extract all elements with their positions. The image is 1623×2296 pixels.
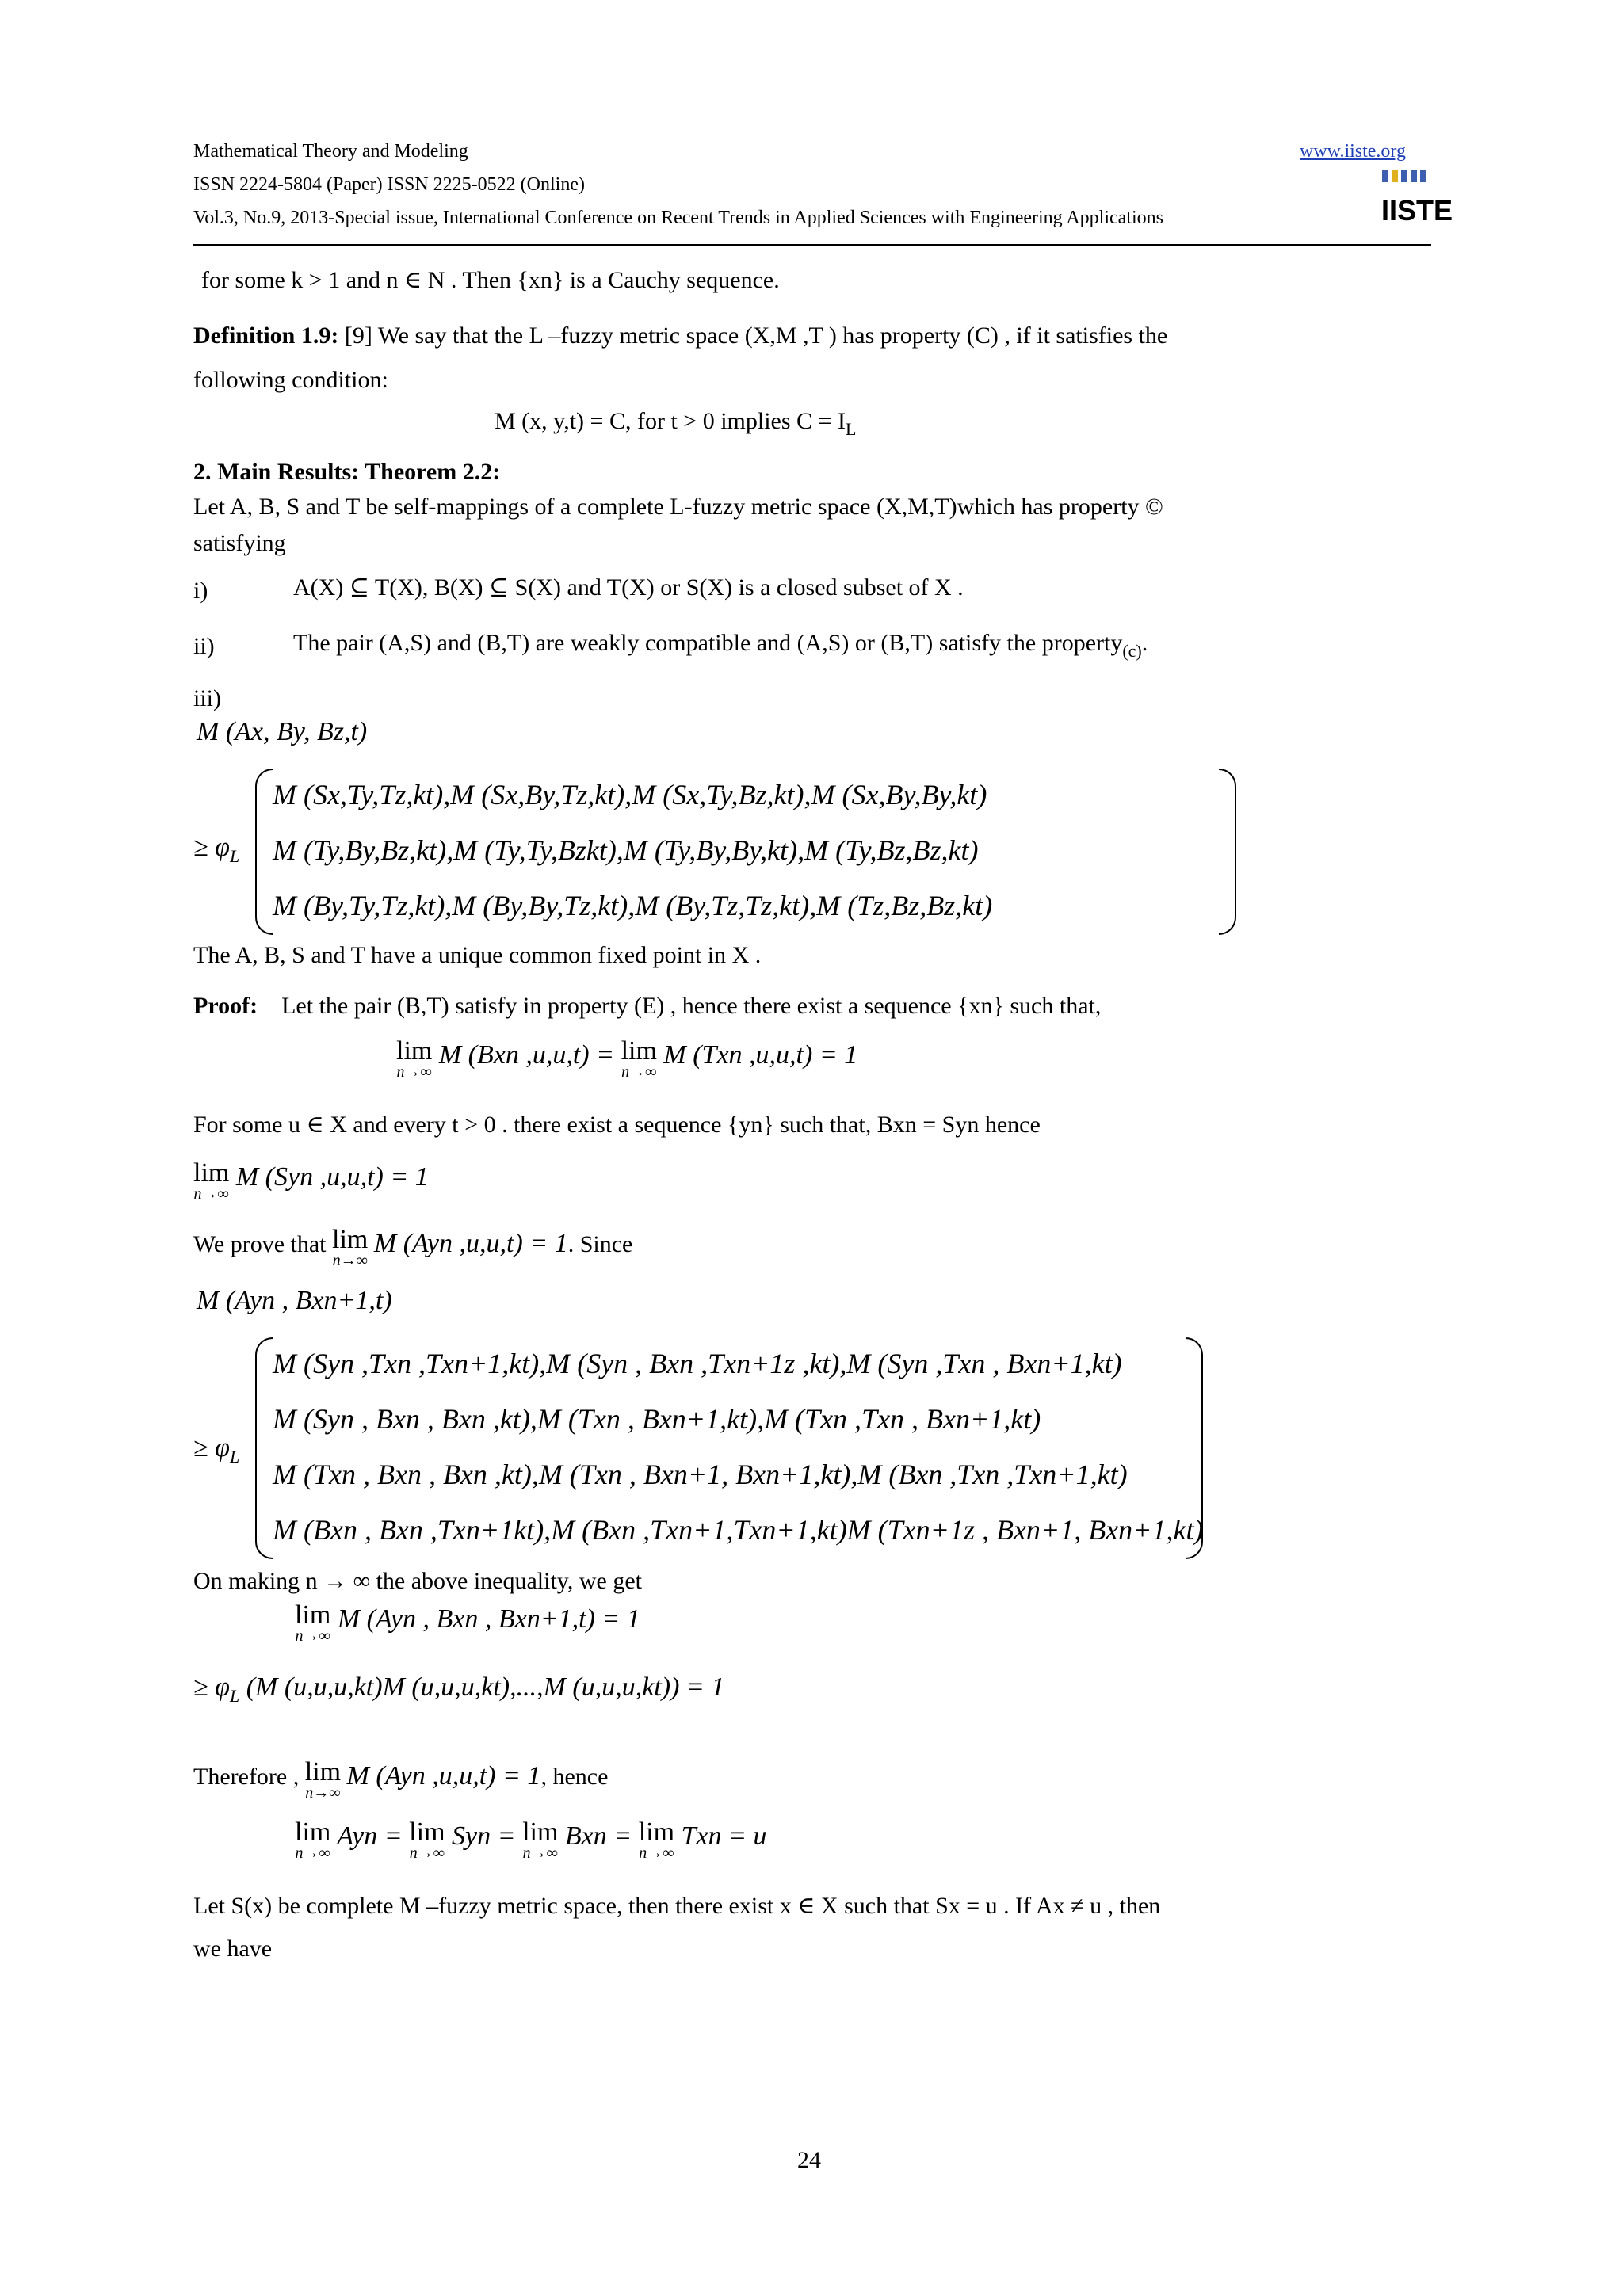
proof-label: Proof: [193, 993, 258, 1019]
website-link[interactable]: www.iiste.org [1300, 141, 1406, 162]
limit-chain: lim n→∞ Ayn = lim n→∞ Syn = lim n→∞ Bxn = lim n→∞ Txn = u [295, 1817, 767, 1862]
matrix-1-row: M (Sx,Ty,Tz,kt),M (Sx,By,Tz,kt),M (Sx,Ty,Bz,kt),M (Sx,By,By,kt) [273, 779, 987, 810]
limit-equation-1: lim n→∞ M (Bxn ,u,u,t) = lim n→∞ M (Txn ,u,u,t) = 1 [396, 1036, 858, 1081]
phi-symbol-2: ≥ $\varphi_L$ [193, 1433, 240, 1466]
matrix-1-left-paren [255, 769, 273, 935]
item-iii-label: iii) [193, 685, 221, 711]
matrix-1-row: M (Ty,By,Bz,kt),M (Ty,Ty,Bzkt),M (Ty,By,By,kt),M (Ty,Bz,Bz,kt) [273, 834, 979, 866]
we-have-line: we have [193, 1936, 273, 1962]
matrix-2-left-paren [255, 1337, 273, 1559]
proof-line [193, 990, 1101, 1022]
matrix-2-row: M (Txn , Bxn , Bxn ,kt),M (Txn , Bxn+1, Bxn+1,kt),M (Bxn ,Txn ,Txn+1,kt) [273, 1459, 1128, 1490]
item-ii: The pair (A,S) and (B,T) are weakly compatible and (A,S) or (B,T) satisfy the property$_{(c)}$. [293, 630, 1148, 661]
cauchy-line: for some k > 1 and n ∈ N . Then {xn} is a Cauchy sequence. [201, 267, 780, 293]
journal-title: Mathematical Theory and Modeling [193, 141, 468, 162]
matrix-2-row: M (Bxn , Bxn ,Txn+1kt),M (Bxn ,Txn+1,Txn+1,kt)M (Txn+1z , Bxn+1, Bxn+1,kt) [273, 1514, 1204, 1546]
on-making-line: On making n → ∞ the above inequality, we get [193, 1568, 642, 1594]
inequality-2-lhs: M (Ayn , Bxn+1,t) [197, 1286, 392, 1315]
item-i: A(X) ⊆ T(X), B(X) ⊆ S(X) and T(X) or S(X) is a closed subset of X . [293, 574, 964, 601]
inequality-1-lhs: M (Ax, By, Bz,t) [197, 717, 368, 746]
definition-formula: M (x, y,t) = C, for t > 0 implies $C = I_L$ [495, 408, 857, 439]
theorem-line-2: satisfying [193, 530, 286, 556]
item-ii-label: ii) [193, 633, 215, 659]
section-heading: 2. Main Results: Theorem 2.2: [193, 459, 501, 485]
matrix-2-row: M (Syn , Bxn , Bxn ,kt),M (Txn , Bxn+1,kt),M (Txn ,Txn , Bxn+1,kt) [273, 1403, 1041, 1435]
theorem-line-1: Let A, B, S and T be self-mappings of a complete L-fuzzy metric space (X,M,T)which has property © [193, 494, 1163, 520]
theorem-conclusion: The A, B, S and T have a unique common fixed point in X . [193, 942, 762, 968]
item-i-label: i) [193, 578, 208, 604]
let-line: Let S(x) be complete M –fuzzy metric space, then there exist x ∈ X such that Sx = u . If Ax ≠ u , then [193, 1893, 1161, 1919]
definition-text: [9] We say that the L –fuzzy metric space (X,M ,T ) has property (C) , if it satisfies the [344, 322, 1168, 349]
header-rule [193, 244, 1431, 246]
matrix-2-row: M (Syn ,Txn ,Txn+1,kt),M (Syn , Bxn ,Txn+1z ,kt),M (Syn ,Txn , Bxn+1,kt) [273, 1348, 1122, 1379]
definition-line [193, 320, 1167, 352]
prove-line: We prove that lim n→∞ M (Ayn ,u,u,t) = 1. Since [193, 1225, 633, 1269]
matrix-1-right-paren [1219, 769, 1236, 935]
volume-line: Vol.3, No.9, 2013-Special issue, International Conference on Recent Trends in Applied Sciences with Engineering Applications [193, 208, 1163, 228]
matrix-1-row: M (By,Ty,Tz,kt),M (By,By,Tz,kt),M (By,Tz,Tz,kt),M (Tz,Bz,Bz,kt) [273, 890, 993, 921]
phi-equation: ≥ $\varphi_L$ (M (u,u,u,kt)M (u,u,u,kt),...,M (u,u,u,kt)) = 1 [193, 1672, 725, 1706]
limit-equation-2: lim n→∞ M (Syn ,u,u,t) = 1 [193, 1158, 429, 1203]
definition-label: Definition 1.9: [193, 322, 339, 349]
svg-text:IISTE: IISTE [1381, 194, 1453, 227]
page-number: 24 [797, 2147, 821, 2173]
for-some-line: For some u ∈ X and every t > 0 . there exist a sequence {yn} such that, Bxn = Syn hence [193, 1112, 1041, 1138]
definition-text-2: following condition: [193, 367, 388, 393]
proof-text: Let the pair (B,T) satisfy in property (E) , hence there exist a sequence {xn} such that, [281, 993, 1102, 1019]
iiste-logo [1381, 166, 1453, 227]
phi-symbol-1: ≥ $\varphi_L$ [193, 833, 240, 866]
limit-equation-3: lim n→∞ M (Ayn , Bxn , Bxn+1,t) = 1 [295, 1600, 640, 1645]
therefore-line: Therefore , lim n→∞ M (Ayn ,u,u,t) = 1, hence [193, 1757, 609, 1802]
issn-line: ISSN 2224-5804 (Paper) ISSN 2225-0522 (Online) [193, 174, 585, 195]
